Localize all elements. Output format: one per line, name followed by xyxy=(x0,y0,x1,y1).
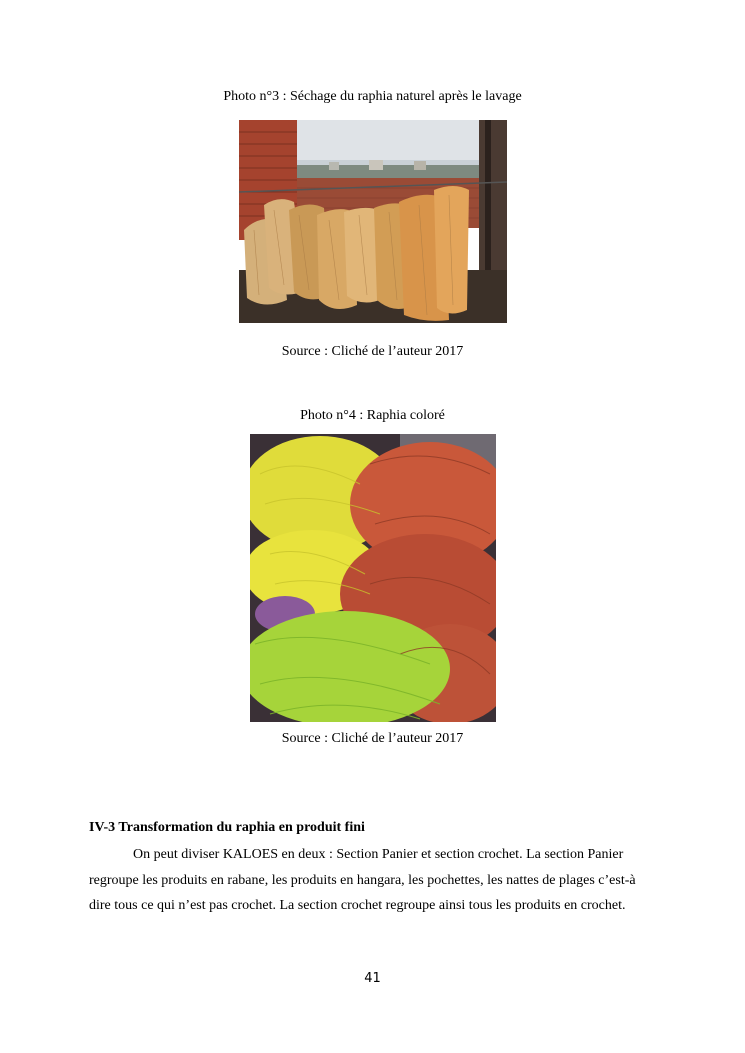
section-paragraph: On peut diviser KALOES en deux : Section Panier et section crochet. La section Panier regroupe les produits en rabane, les produits en hangara, les pochettes, les nattes de plages c’est-à dire tous ce qui n’est pas crochet. La section crochet regroupe ainsi tous les produits en crochet. xyxy=(89,847,636,913)
photo3-source: Source : Cliché de l’auteur 2017 xyxy=(281,344,464,359)
photo3-caption: Photo n°3 : Séchage du raphia naturel après le lavage xyxy=(223,89,522,104)
section-heading: IV-3 Transformation du raphia en produit fini xyxy=(89,820,365,835)
photo3-drying-raffia-image xyxy=(239,120,507,323)
photo4-source: Source : Cliché de l’auteur 2017 xyxy=(281,731,464,746)
photo4-caption: Photo n°4 : Raphia coloré xyxy=(300,408,445,423)
page-number: 41 xyxy=(364,971,381,986)
photo4-colored-raffia-image xyxy=(250,434,496,722)
